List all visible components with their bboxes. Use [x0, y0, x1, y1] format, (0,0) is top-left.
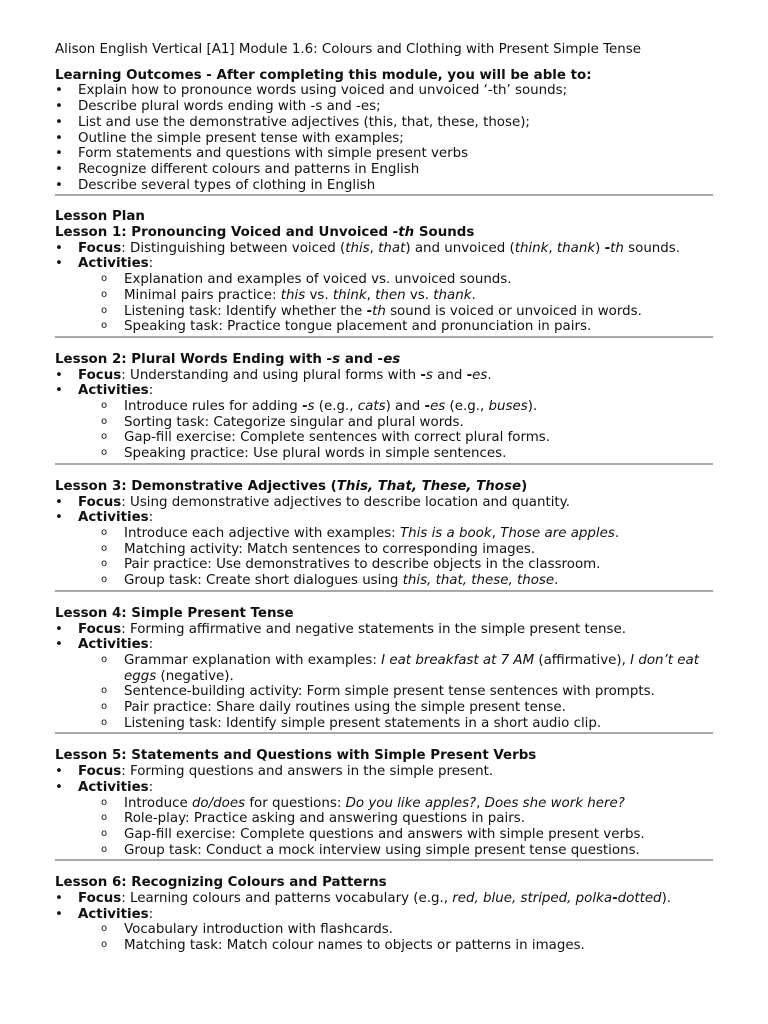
lesson-activities: • Activities: [55, 383, 713, 399]
text-run: sounds. [623, 240, 681, 256]
activities-label: Activities [78, 256, 149, 272]
activity-item [55, 415, 713, 431]
section-divider [55, 336, 713, 338]
lesson-title [55, 225, 713, 241]
text-run: , [369, 240, 379, 256]
lesson-title [55, 606, 713, 622]
lesson-details-list [55, 495, 713, 526]
lesson-activities: • Activities: [55, 780, 713, 796]
text-run: Introduce each adjective with examples: [124, 525, 400, 541]
focus-label: Focus [78, 621, 122, 637]
text-run: (affirmative), [534, 652, 631, 668]
text-run: vs. [305, 287, 333, 303]
text-run: ). [527, 399, 538, 415]
lesson-title [55, 479, 713, 495]
activities-list [55, 922, 713, 953]
text-run: Introduce rules for adding [124, 399, 302, 415]
text-run: . [471, 287, 476, 303]
text-run: Do you like apples? [345, 795, 477, 811]
activity-item [55, 922, 713, 938]
section-divider [55, 859, 713, 861]
text-run: think [332, 287, 367, 303]
activity-item [55, 542, 713, 558]
text-run: Lesson 6: Recognizing Colours and Patterns [55, 875, 387, 891]
lessons-container [55, 225, 713, 954]
activities-list [55, 526, 713, 589]
text-run: Introduce [124, 795, 192, 811]
activity-item [55, 430, 713, 446]
text-run: This is a book [399, 525, 492, 541]
text-run: I eat breakfast at 7 AM [381, 652, 535, 668]
focus-label: Focus [78, 764, 122, 780]
activity-item [55, 796, 713, 812]
text-run: and [432, 367, 467, 383]
text-run: . [487, 367, 492, 383]
lesson-activities: • Activities: [55, 907, 713, 923]
text-run: th [610, 240, 624, 256]
text-run: ) and [385, 399, 425, 415]
text-run: then [375, 287, 406, 303]
lesson-details-list [55, 241, 713, 272]
activity-item [55, 399, 713, 415]
focus-label: Focus [78, 367, 122, 383]
text-run: Lesson 3: Demonstrative Adjectives ( [55, 478, 337, 494]
activity-item [55, 288, 713, 304]
text-run: . [614, 525, 620, 541]
text-run: , [366, 287, 376, 303]
activity-item [55, 573, 713, 589]
text-run: Pair practice: Use demonstratives to describe objects in the classroom. [124, 557, 601, 573]
lesson-focus [55, 891, 713, 907]
text-run: (e.g., [314, 399, 358, 415]
text-run: vs. [405, 287, 434, 303]
activity-item [55, 557, 713, 573]
document-title: Alison English Vertical [A1] Module 1.6: Colours and Clothing with Present Simple Tense [55, 42, 641, 57]
activities-label: Activities [78, 510, 149, 526]
text-run: es [472, 367, 488, 383]
text-run: that [378, 240, 406, 256]
text-run: buses [488, 399, 528, 415]
text-run: Lesson 4: Simple Present Tense [55, 605, 294, 621]
activities-label: Activities [78, 383, 149, 399]
text-run: Lesson 2: Plural Words Ending with [55, 351, 327, 367]
lesson-section [55, 606, 713, 735]
text-run: : Forming affirmative and negative statements in the simple present tense. [121, 621, 626, 637]
learning-outcome-item: • Recognize different colours and patterns in English [55, 162, 713, 178]
learning-outcome-item: • List and use the demonstrative adjectives (this, that, these, those); [55, 115, 713, 131]
text-run: this, that, these, those [402, 573, 555, 589]
lesson-section [55, 225, 713, 338]
lesson-focus [55, 764, 713, 780]
text-run: Grammar explanation with examples: [124, 652, 382, 668]
text-run: - [612, 891, 618, 907]
activities-list [55, 653, 713, 732]
activity-item [55, 653, 713, 684]
text-run: : Using demonstrative adjectives to describe location and quantity. [121, 494, 570, 510]
text-run: Those are apples [500, 525, 615, 541]
text-run: . [554, 573, 559, 589]
learning-outcome-item: • Describe several types of clothing in English [55, 178, 713, 194]
text-run: Group task: Create short dialogues using [124, 573, 403, 589]
text-run: , [548, 240, 557, 256]
text-run: dotted [617, 891, 662, 907]
activity-item [55, 843, 713, 859]
section-divider [55, 590, 713, 592]
activity-item [55, 684, 713, 700]
text-run: this [345, 240, 370, 256]
text-run: Lesson 1: Pronouncing Voiced and Unvoiced [55, 225, 393, 241]
text-run: for questions: [245, 795, 346, 811]
text-run: s [307, 399, 315, 415]
text-run: , [491, 525, 501, 541]
learning-outcomes-list [55, 83, 713, 193]
text-run: ) and unvoiced ( [405, 240, 515, 256]
text-run: (negative). [156, 668, 234, 684]
activity-item [55, 700, 713, 716]
text-run: I don’t eat eggs [124, 652, 699, 684]
lesson-activities: • Activities: [55, 510, 713, 526]
text-run: Explanation and examples of voiced vs. unvoiced sounds. [124, 272, 512, 288]
lesson-focus [55, 495, 713, 511]
lesson-focus [55, 622, 713, 638]
lesson-details-list [55, 368, 713, 399]
text-run: Vocabulary introduction with flashcards. [124, 922, 393, 938]
section-divider [55, 732, 713, 734]
activity-item [55, 446, 713, 462]
text-run: thank [556, 240, 596, 256]
section-divider [55, 463, 713, 465]
text-run: Listening task: Identify simple present statements in a short audio clip. [124, 715, 602, 731]
text-run: -s [326, 351, 341, 367]
lesson-activities: • Activities: [55, 256, 713, 272]
learning-outcome-item: • Outline the simple present tense with examples; [55, 131, 713, 147]
lesson-section [55, 479, 713, 592]
text-run: ) [521, 478, 528, 494]
text-run: Does she work here? [484, 795, 625, 811]
text-run: : Forming questions and answers in the simple present. [121, 764, 494, 780]
text-run: Minimal pairs practice: [124, 287, 281, 303]
focus-label: Focus [78, 494, 122, 510]
activity-item [55, 272, 713, 288]
text-run: (e.g., [445, 399, 489, 415]
text-run: Matching task: Match colour names to objects or patterns in images. [124, 938, 585, 954]
lesson-focus [55, 368, 713, 384]
text-run: this [280, 287, 306, 303]
learning-outcome-item: • Explain how to pronounce words using voiced and unvoiced ‘-th’ sounds; [55, 83, 713, 99]
activities-list [55, 272, 713, 335]
text-run: , [476, 795, 485, 811]
lesson-title [55, 352, 713, 368]
lesson-details-list [55, 622, 713, 653]
activity-item [55, 716, 713, 732]
section-divider [55, 194, 713, 196]
activity-item [55, 811, 713, 827]
activities-label: Activities [78, 906, 149, 922]
text-run: : Distinguishing between voiced ( [121, 240, 346, 256]
activities-list [55, 399, 713, 462]
text-run: Gap-fill exercise: Complete sentences with correct plural forms. [124, 430, 551, 446]
text-run: th [372, 303, 386, 319]
text-run: - [466, 367, 473, 383]
text-run: - [420, 367, 426, 383]
text-run: -es [377, 351, 401, 367]
focus-label: Focus [78, 891, 122, 907]
learning-outcome-item: • Describe plural words ending with -s and -es; [55, 99, 713, 115]
text-run: do/does [191, 795, 246, 811]
text-run: - [424, 399, 431, 415]
lesson-title [55, 748, 713, 764]
activities-label: Activities [78, 637, 149, 653]
text-run: and [340, 351, 378, 367]
lesson-focus [55, 241, 713, 257]
learning-outcomes-heading: Learning Outcomes - After completing this module, you will be able to: [55, 67, 592, 83]
lesson-details-list [55, 764, 713, 795]
activity-item [55, 304, 713, 320]
text-run: Lesson 5: Statements and Questions with Simple Present Verbs [55, 748, 537, 764]
text-run: cats [357, 399, 386, 415]
text-run: Sounds [414, 225, 475, 241]
document-body [55, 42, 713, 954]
lesson-section [55, 748, 713, 861]
focus-label: Focus [78, 240, 122, 256]
text-run: s [425, 367, 433, 383]
lesson-title [55, 875, 713, 891]
text-run: Group task: Conduct a mock interview using simple present tense questions. [124, 842, 640, 858]
text-run: Matching activity: Match sentences to corresponding images. [124, 541, 536, 557]
learning-outcome-item: • Form statements and questions with simple present verbs [55, 146, 713, 162]
activity-item [55, 827, 713, 843]
activity-item [55, 319, 713, 335]
text-run: -th [392, 225, 415, 241]
text-run: ). [661, 891, 672, 907]
activity-item [55, 526, 713, 542]
text-run: es [430, 399, 446, 415]
text-run: Sentence-building activity: Form simple present tense sentences with prompts. [124, 684, 655, 700]
text-run: Pair practice: Share daily routines using the simple present tense. [124, 700, 566, 716]
text-run: Role-play: Practice asking and answering questions in pairs. [124, 811, 525, 827]
text-run: : Understanding and using plural forms with [121, 367, 421, 383]
lesson-plan-heading: Lesson Plan [55, 209, 145, 225]
text-run: Speaking practice: Use plural words in simple sentences. [124, 446, 507, 462]
text-run: - [366, 303, 373, 319]
text-run: sound is voiced or unvoiced in words. [385, 303, 642, 319]
text-run: thank [433, 287, 472, 303]
text-run: ) [595, 240, 605, 256]
lesson-section [55, 875, 713, 954]
text-run: : Learning colours and patterns vocabulary (e.g., [121, 891, 453, 907]
text-run: Speaking task: Practice tongue placement and pronunciation in pairs. [124, 319, 592, 335]
activities-list [55, 796, 713, 859]
text-run: - [604, 240, 611, 256]
text-run: Gap-fill exercise: Complete questions and answers with simple present verbs. [124, 826, 645, 842]
lesson-activities: • Activities: [55, 637, 713, 653]
lesson-section [55, 352, 713, 465]
text-run: This, That, These, Those [336, 478, 522, 494]
text-run: Listening task: Identify whether the [124, 303, 367, 319]
text-run: think [514, 240, 549, 256]
text-run: - [301, 399, 308, 415]
text-run: Sorting task: Categorize singular and plural words. [124, 414, 464, 430]
activity-item [55, 938, 713, 954]
lesson-details-list [55, 891, 713, 922]
activities-label: Activities [78, 779, 149, 795]
text-run: red, blue, striped, polka [452, 891, 613, 907]
